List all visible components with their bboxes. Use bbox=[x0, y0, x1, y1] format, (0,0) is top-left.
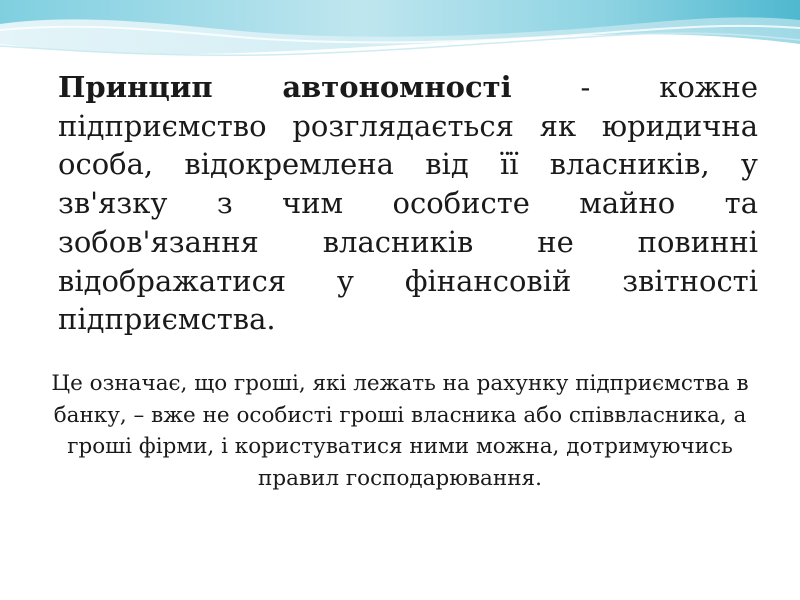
principle-definition: - кожне підприємство розглядається як юридична особа, відокремлена від її власників, у зв'язку з чим особисте майно та зобов'язання власників не повинні відображатися у фінансовій звітності підприємства. bbox=[58, 70, 758, 337]
principle-paragraph bbox=[58, 68, 758, 339]
principle-term: Принцип автономності bbox=[58, 70, 512, 104]
explanation-paragraph: Це означає, що гроші, які лежать на рахунку підприємства в банку, – вже не особисті гроші власника або співвласника, а гроші фірми, і користуватися ними можна, дотримуючись правил господарювання. bbox=[51, 371, 749, 491]
